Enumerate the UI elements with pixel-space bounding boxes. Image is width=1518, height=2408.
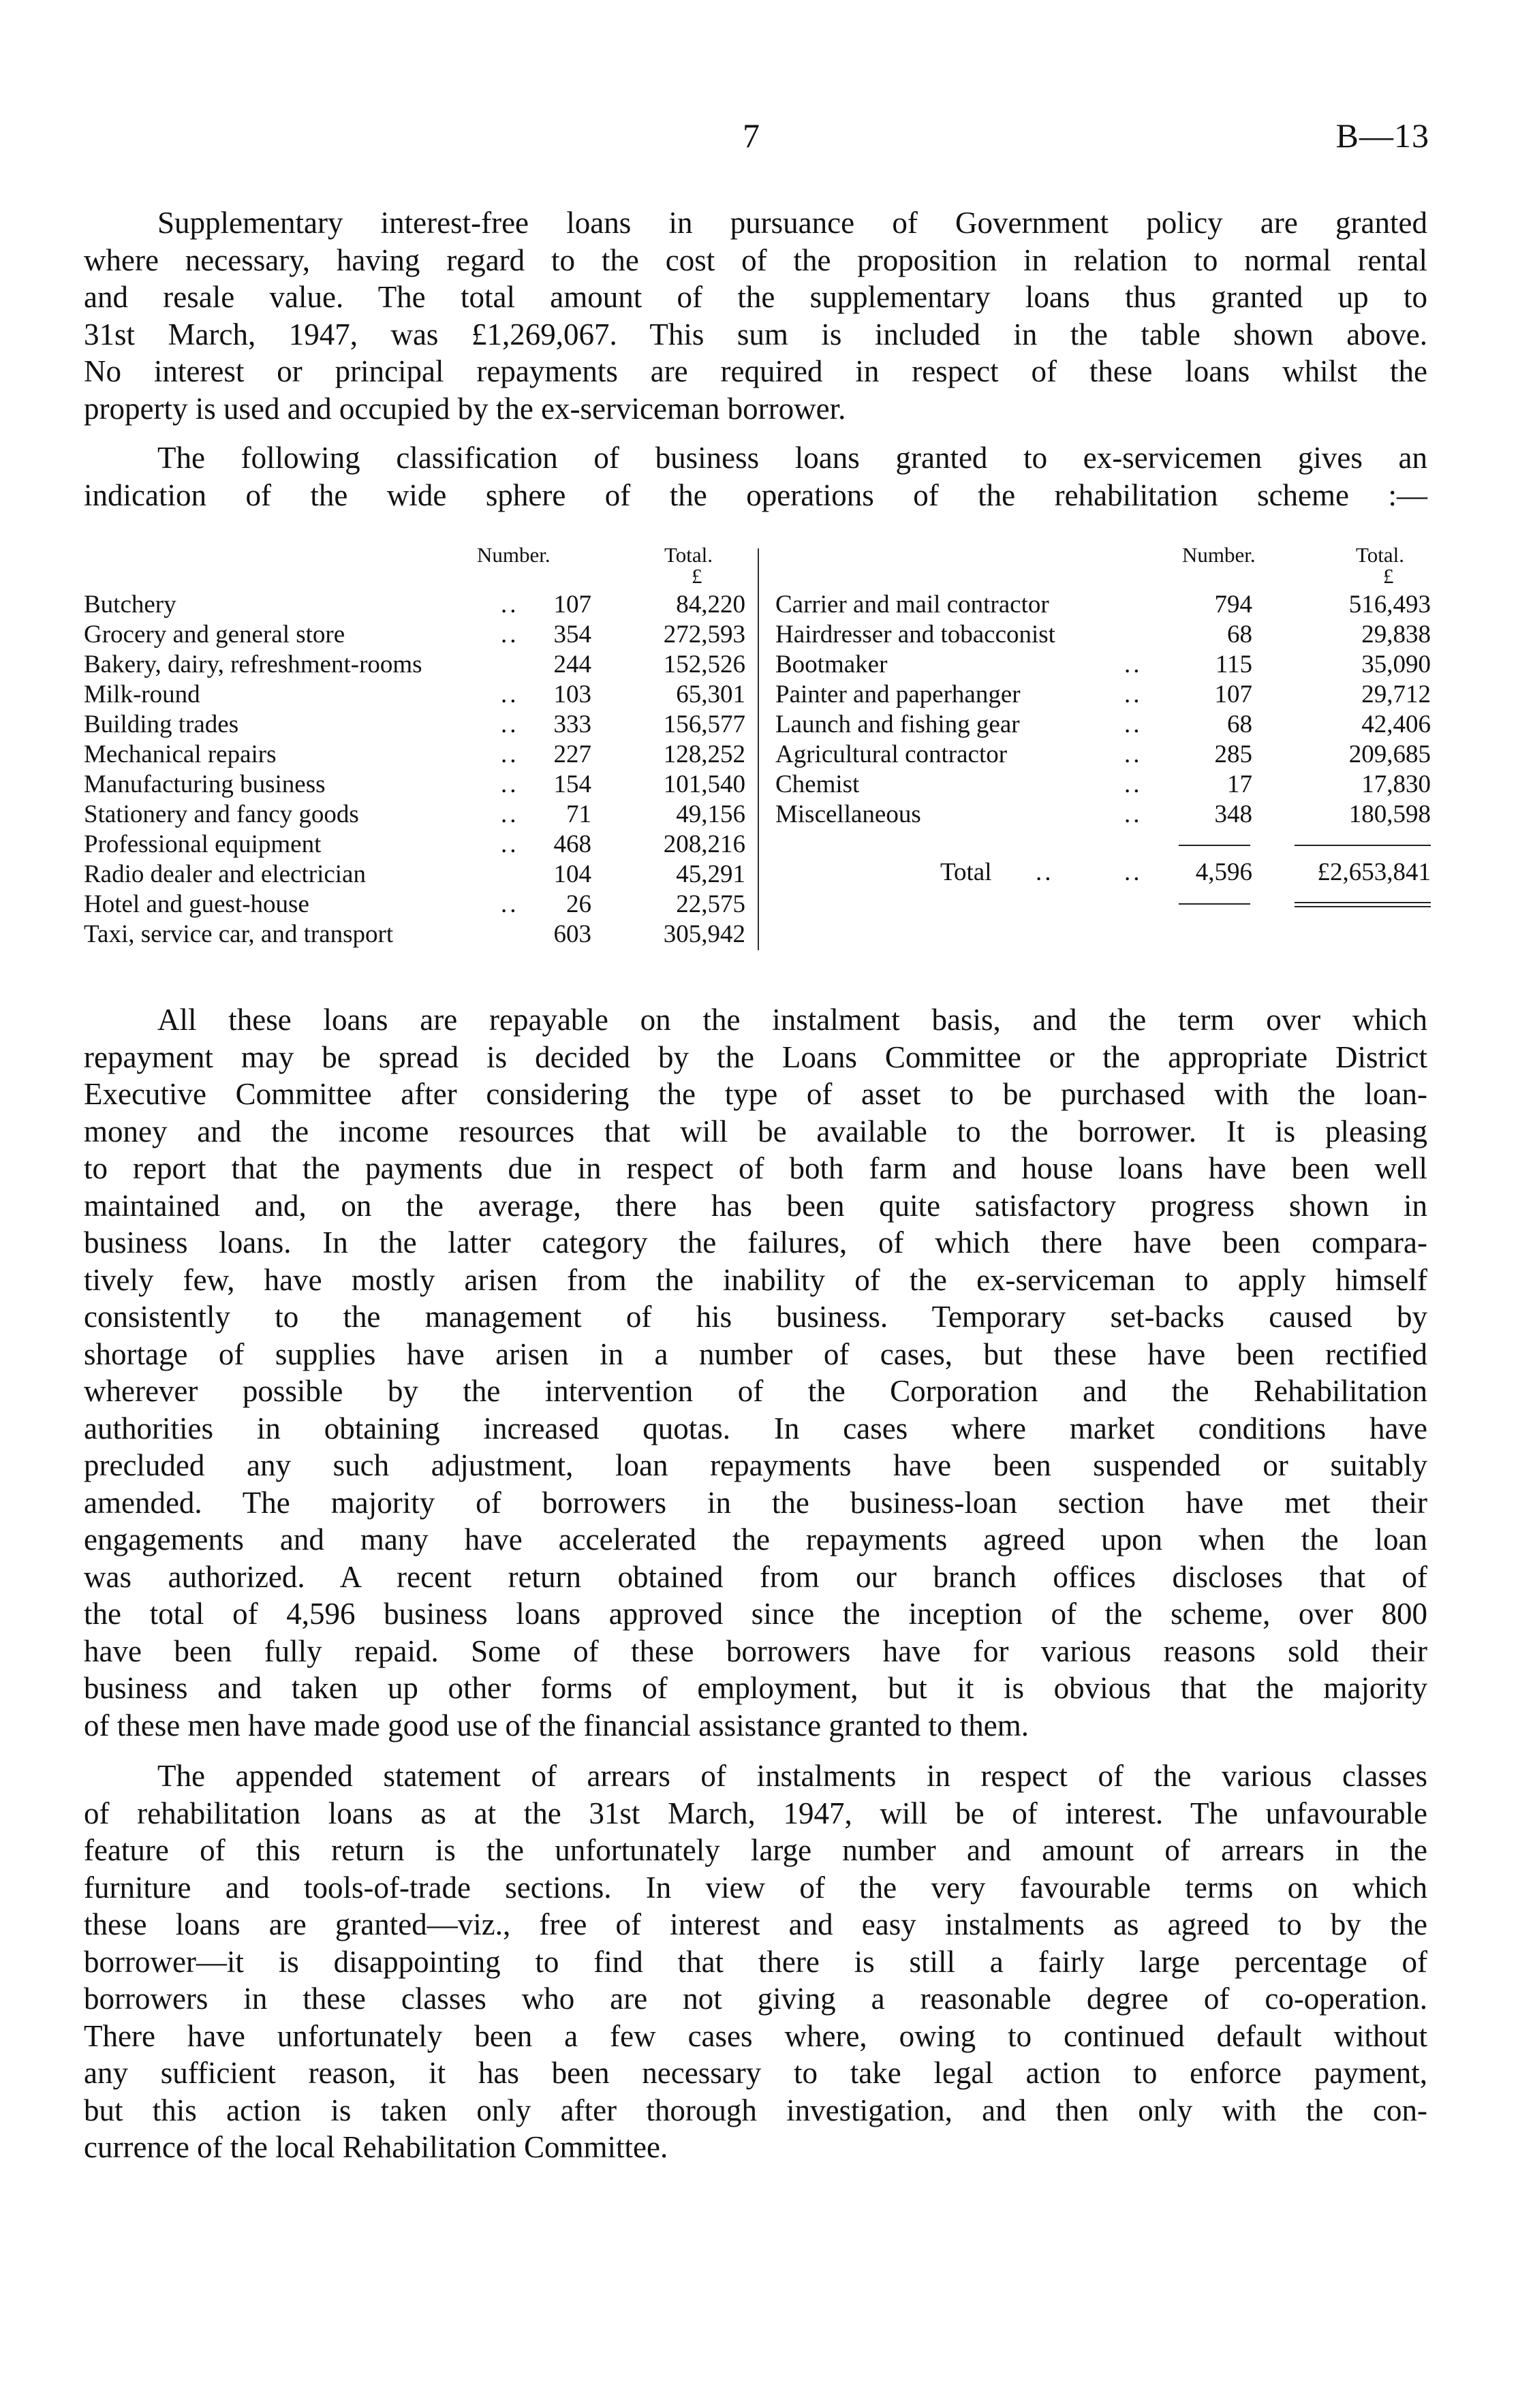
text-line: property is used and occupied by the ex-serviceman borrower. [84, 391, 846, 426]
text-line: Supplementary interest-free loans in pursuance of Government policy are granted [157, 206, 1427, 240]
text-line: of these men have made good use of the financial assistance granted to them. [84, 1708, 1029, 1742]
text-line: furniture and tools-of-trade sections. In view of the very favourable terms on which [84, 1870, 1427, 1905]
number-total-rule [1179, 903, 1250, 905]
text-line: borrower—it is disappointing to find that there is still a fairly large percentage of [84, 1944, 1427, 1979]
row-label: Miscellaneous [775, 800, 921, 828]
row-total: 29,712 [1361, 681, 1431, 708]
dot-leader: .. [1124, 710, 1143, 738]
row-total: 45,291 [676, 860, 745, 888]
text-line: business and taken up other forms of employment, but it is obvious that the majority [84, 1671, 1427, 1705]
text-line: No interest or principal repayments are required in respect of these loans whilst the [84, 354, 1427, 388]
text-line: amended. The majority of borrowers in the business-loan section have met their [84, 1485, 1427, 1520]
grand-total-dots-2: .. [1124, 858, 1143, 886]
row-number: 794 [1214, 591, 1252, 619]
total-subtotal-rule [1295, 845, 1431, 846]
row-number: 333 [553, 710, 591, 738]
paragraph-repayment [84, 1001, 1427, 1744]
grand-total-dots-1: .. [1036, 858, 1054, 886]
total-double-rule-top [1295, 902, 1431, 903]
dot-leader: .. [501, 710, 519, 738]
row-number: 17 [1227, 770, 1252, 798]
row-label: Mechanical repairs [84, 740, 277, 768]
text-line: The appended statement of arrears of instalments in respect of the various classes [157, 1759, 1427, 1793]
row-total: 156,577 [663, 710, 745, 738]
text-line: borrowers in these classes who are not giving a reasonable degree of co-operation. [84, 1982, 1427, 2016]
dot-leader: .. [1124, 651, 1143, 678]
text-line: wherever possible by the intervention of the Corporation and the Rehabilitation [84, 1374, 1427, 1408]
row-number: 603 [553, 920, 591, 948]
row-total: 180,598 [1348, 800, 1431, 828]
text-line: money and the income resources that will be available to the borrower. It is pleasing [84, 1114, 1427, 1148]
text-line: and resale value. The total amount of the supplementary loans thus granted up to [84, 280, 1427, 314]
row-label: Manufacturing business [84, 770, 326, 798]
row-total: 209,685 [1348, 740, 1431, 768]
row-label: Radio dealer and electrician [84, 860, 366, 888]
row-total: 101,540 [663, 770, 745, 798]
row-total: 152,526 [663, 651, 745, 678]
row-label: Bakery, dairy, refreshment-rooms [84, 651, 422, 678]
text-line: to report that the payments due in respect of both farm and house loans have been well [84, 1151, 1427, 1185]
row-number: 104 [553, 860, 591, 888]
row-total: 84,220 [676, 591, 745, 619]
document-reference: B—13 [1335, 116, 1429, 155]
text-line: All these loans are repayable on the instalment basis, and the term over which [157, 1003, 1427, 1037]
row-number: 354 [553, 621, 591, 648]
dot-leader: .. [1124, 800, 1143, 828]
row-label: Hairdresser and tobacconist [775, 621, 1055, 648]
row-label: Stationery and fancy goods [84, 800, 359, 828]
row-label: Professional equipment [84, 830, 322, 858]
row-number: 285 [1214, 740, 1252, 768]
row-label: Agricultural contractor [775, 740, 1008, 768]
text-line: repayment may be spread is decided by the Loans Committee or the appropriate District [84, 1039, 1427, 1074]
text-line: have been fully repaid. Some of these borrowers have for various reasons sold their [84, 1633, 1427, 1668]
text-line: feature of this return is the unfortunately large number and amount of arrears in the [84, 1833, 1427, 1867]
row-total: 208,216 [663, 830, 745, 858]
text-line: was authorized. A recent return obtained from our branch offices discloses that of [84, 1559, 1427, 1594]
text-line: the total of 4,596 business loans approved since the inception of the scheme, over 800 [84, 1597, 1427, 1631]
dot-leader: .. [501, 740, 519, 768]
row-number: 244 [553, 651, 591, 678]
row-total: 65,301 [676, 681, 745, 708]
row-total: 516,493 [1348, 591, 1431, 619]
text-line: these loans are granted—viz., free of interest and easy instalments as agreed to by the [84, 1907, 1427, 1941]
row-number: 348 [1214, 800, 1252, 828]
row-number: 103 [553, 681, 591, 708]
right-total-header: Total. [1356, 543, 1405, 567]
text-line: precluded any such adjustment, loan repayments have been suspended or suitably [84, 1448, 1427, 1482]
row-number: 71 [566, 800, 591, 828]
text-line: Executive Committee after considering the type of asset to be purchased with the loan- [84, 1077, 1427, 1111]
row-label: Hotel and guest-house [84, 890, 309, 918]
row-total: 29,838 [1361, 621, 1431, 648]
text-line: any sufficient reason, it has been necessary to take legal action to enforce payment, [84, 2056, 1427, 2090]
dot-leader: .. [1124, 770, 1143, 798]
row-number: 26 [566, 890, 591, 918]
row-number: 107 [553, 591, 591, 619]
text-line: 31st March, 1947, was £1,269,067. This sum is included in the table shown above. [84, 317, 1427, 351]
grand-total-label: Total [940, 858, 992, 886]
text-line: currence of the local Rehabilitation Committee. [84, 2130, 668, 2164]
dot-leader: .. [501, 591, 519, 619]
left-total-header: Total. [664, 543, 713, 567]
row-number: 68 [1227, 710, 1252, 738]
row-total: 42,406 [1361, 710, 1431, 738]
text-line: authorities in obtaining increased quotas. In cases where market conditions have [84, 1411, 1427, 1445]
text-line: business loans. In the latter category the failures, of which there have been compara- [84, 1225, 1427, 1260]
row-number: 68 [1227, 621, 1252, 648]
row-total: 35,090 [1361, 651, 1431, 678]
text-line: There have unfortunately been a few cases where, owing to continued default without [84, 2018, 1427, 2053]
grand-total-number: 4,596 [1195, 858, 1252, 886]
row-number: 115 [1215, 651, 1252, 678]
dot-leader: .. [501, 681, 519, 708]
dot-leader: .. [501, 890, 519, 918]
row-number: 154 [553, 770, 591, 798]
grand-total-amount: £2,653,841 [1317, 858, 1431, 886]
row-label: Launch and fishing gear [775, 710, 1020, 738]
right-currency-header: £ [1383, 564, 1394, 588]
dot-leader: .. [501, 830, 519, 858]
row-label: Taxi, service car, and transport [84, 920, 394, 948]
paragraph-arrears [84, 1757, 1427, 2166]
row-total: 272,593 [663, 621, 745, 648]
text-line: tively few, have mostly arisen from the inability of the ex-serviceman to apply himself [84, 1262, 1427, 1297]
row-total: 305,942 [663, 920, 745, 948]
dot-leader: .. [1124, 681, 1143, 708]
text-line: engagements and many have accelerated the repayments agreed upon when the loan [84, 1522, 1427, 1557]
paragraph-supplementary-loans [84, 204, 1427, 427]
paragraph-classification-intro [84, 439, 1427, 514]
page-number: 7 [743, 116, 760, 155]
row-label: Carrier and mail contractor [775, 591, 1049, 619]
text-line: consistently to the management of his business. Temporary set-backs caused by [84, 1300, 1427, 1334]
left-number-header: Number. [477, 543, 551, 567]
row-label: Grocery and general store [84, 621, 345, 648]
dot-leader: .. [501, 800, 519, 828]
table-divider [758, 548, 759, 950]
row-label: Painter and paperhanger [775, 681, 1021, 708]
row-total: 128,252 [663, 740, 745, 768]
row-label: Butchery [84, 591, 176, 619]
right-number-header: Number. [1182, 543, 1256, 567]
dot-leader: .. [501, 621, 519, 648]
row-number: 227 [553, 740, 591, 768]
row-number: 468 [553, 830, 591, 858]
row-label: Bootmaker [775, 651, 888, 678]
row-total: 22,575 [676, 890, 745, 918]
row-label: Building trades [84, 710, 239, 738]
row-label: Chemist [775, 770, 860, 798]
row-label: Milk-round [84, 681, 200, 708]
number-subtotal-rule [1179, 845, 1250, 846]
text-line: shortage of supplies have arisen in a number of cases, but these have been rectified [84, 1336, 1427, 1371]
dot-leader: .. [1124, 740, 1143, 768]
row-total: 49,156 [676, 800, 745, 828]
left-currency-header: £ [692, 564, 702, 588]
text-line: indication of the wide sphere of the operations of the rehabilitation scheme :— [84, 478, 1427, 512]
text-line: of rehabilitation loans as at the 31st March, 1947, will be of interest. The unfavourable [84, 1796, 1427, 1830]
text-line: maintained and, on the average, there has been quite satisfactory progress shown in [84, 1188, 1427, 1223]
row-number: 107 [1214, 681, 1252, 708]
text-line: but this action is taken only after thorough investigation, and then only with the con- [84, 2093, 1427, 2127]
total-double-rule-bottom [1295, 906, 1431, 907]
text-line: where necessary, having regard to the cost of the proposition in relation to normal rental [84, 243, 1427, 277]
row-total: 17,830 [1361, 770, 1431, 798]
dot-leader: .. [501, 770, 519, 798]
text-line: The following classification of business loans granted to ex-servicemen gives an [157, 441, 1427, 475]
